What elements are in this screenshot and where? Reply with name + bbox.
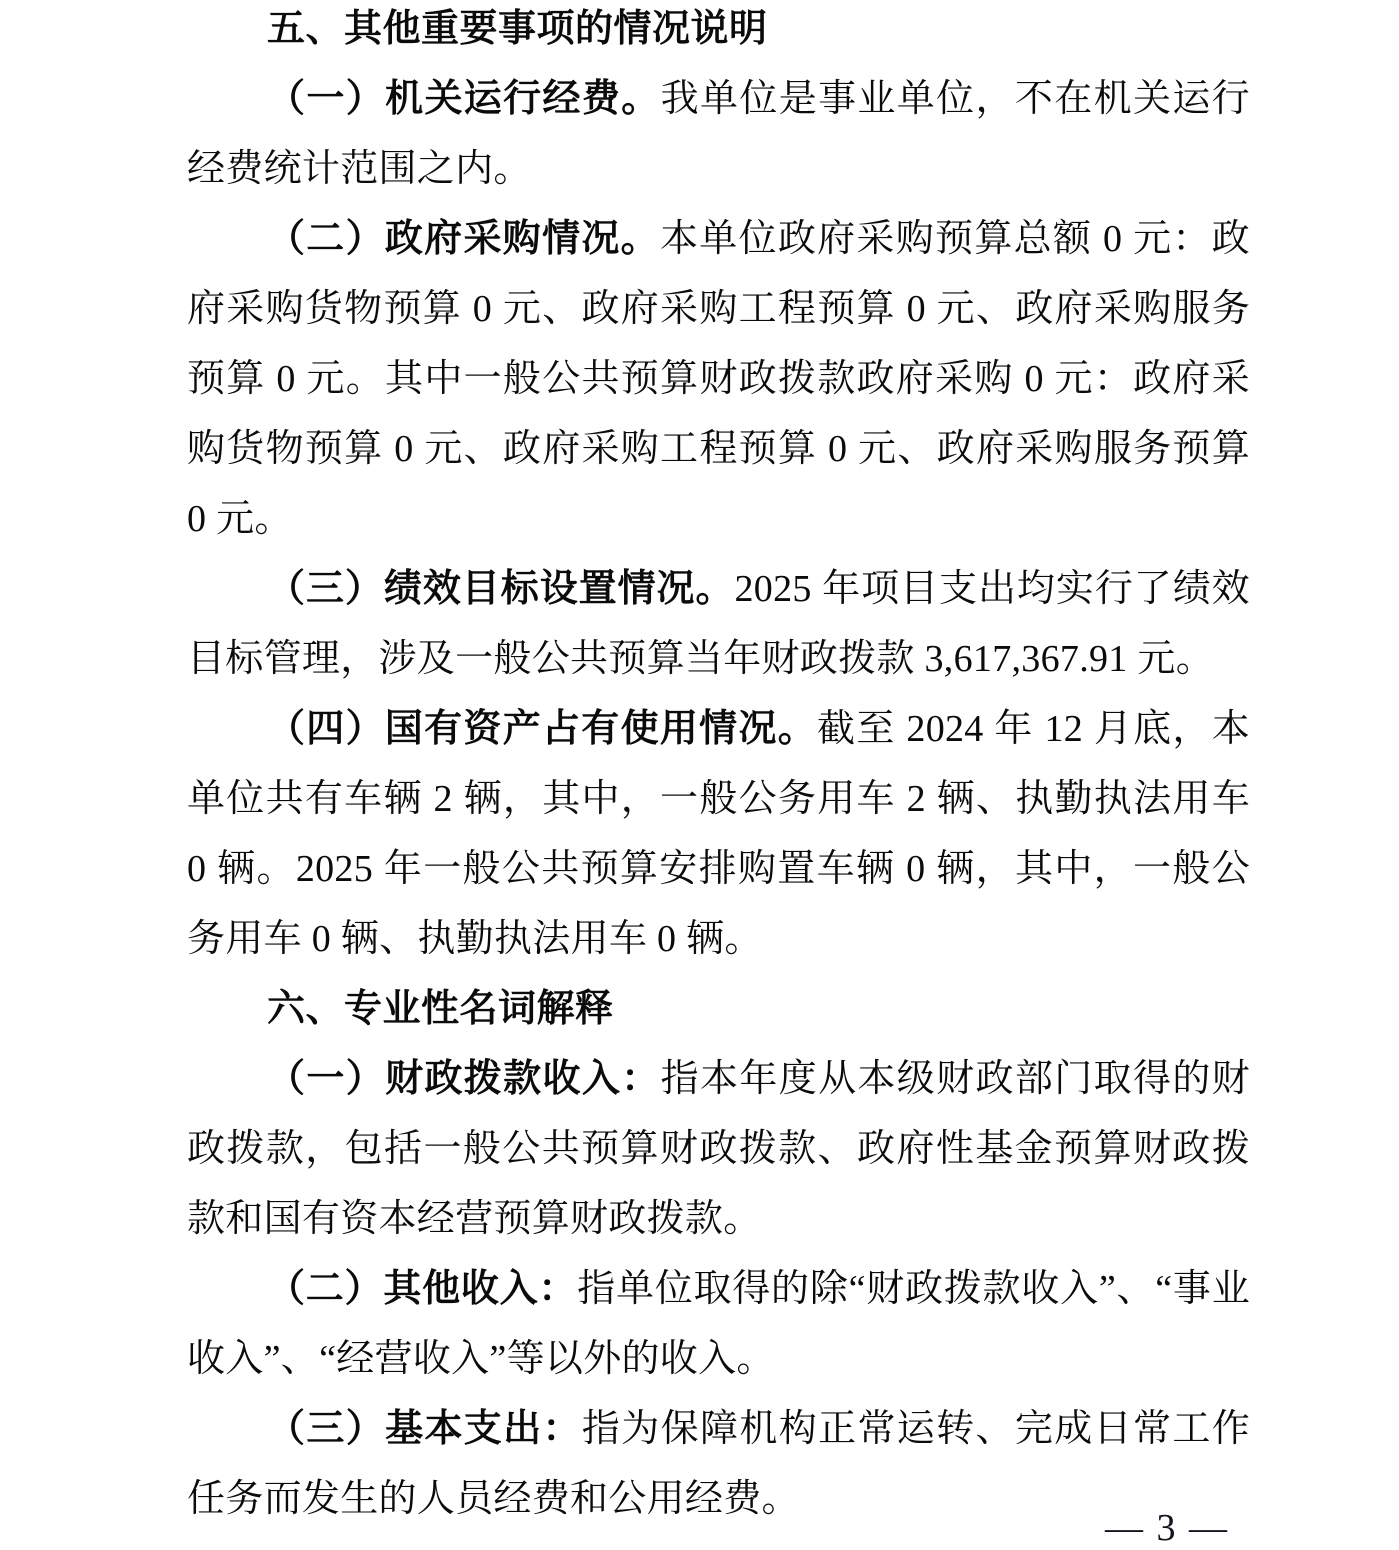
- paragraph-term-other-income: [187, 1254, 1250, 1394]
- paragraph-body: 指单位取得的除“财政拨款收入”、“事业收入”、“经营收入”等以外的收入。: [187, 1268, 1250, 1380]
- paragraph-lead: （一）财政拨款收入：: [267, 1058, 661, 1100]
- paragraph-lead: （三）绩效目标设置情况。: [267, 568, 735, 610]
- paragraph-term-basic-expenditure: [187, 1394, 1250, 1534]
- paragraph-body: 截至 2024 年 12 月底，本单位共有车辆 2 辆，其中，一般公务用车 2 辆、执勤执法用车 0 辆。2025 年一般公共预算安排购置车辆 0 辆，其中，一般公务用车 0 辆、执勤执法用车 0 辆。: [187, 708, 1251, 960]
- paragraph-body: 2025 年项目支出均实行了绩效目标管理，涉及一般公共预算当年财政拨款 3,617,367.91 元。: [187, 568, 1250, 680]
- paragraph-government-procurement: [187, 204, 1250, 554]
- paragraph-lead: （三）基本支出：: [267, 1408, 582, 1450]
- paragraph-term-fiscal-appropriation-income: [187, 1044, 1250, 1254]
- paragraph-lead: （四）国有资产占有使用情况。: [267, 708, 818, 750]
- paragraph-body: 我单位是事业单位，不在机关运行经费统计范围之内。: [187, 78, 1250, 190]
- section-heading-5: 五、其他重要事项的情况说明: [267, 8, 768, 50]
- paragraph-lead: （一）机关运行经费。: [267, 78, 661, 120]
- paragraph-organ-operating-funds: [187, 64, 1250, 204]
- paragraph-state-owned-assets: [187, 694, 1250, 974]
- paragraph-body: 本单位政府采购预算总额 0 元：政府采购货物预算 0 元、政府采购工程预算 0 元、政府采购服务预算 0 元。其中一般公共预算财政拨款政府采购 0 元：政府采购货物预算 0 元、政府采购工程预算 0 元、政府采购服务预算 0 元。: [187, 218, 1250, 540]
- paragraph-lead: （二）政府采购情况。: [267, 218, 660, 260]
- paragraph-lead: （二）其他收入：: [267, 1268, 578, 1310]
- paragraph-body: 指本年度从本级财政部门取得的财政拨款，包括一般公共预算财政拨款、政府性基金预算财政拨款和国有资本经营预算财政拨款。: [187, 1058, 1250, 1240]
- page-number: — 3 —: [1105, 1507, 1229, 1549]
- paragraph-performance-targets: [187, 554, 1250, 694]
- paragraph-body: 指为保障机构正常运转、完成日常工作任务而发生的人员经费和公用经费。: [187, 1408, 1250, 1520]
- section-heading-6: 六、专业性名词解释: [267, 988, 614, 1030]
- document-content: [187, 0, 1250, 1534]
